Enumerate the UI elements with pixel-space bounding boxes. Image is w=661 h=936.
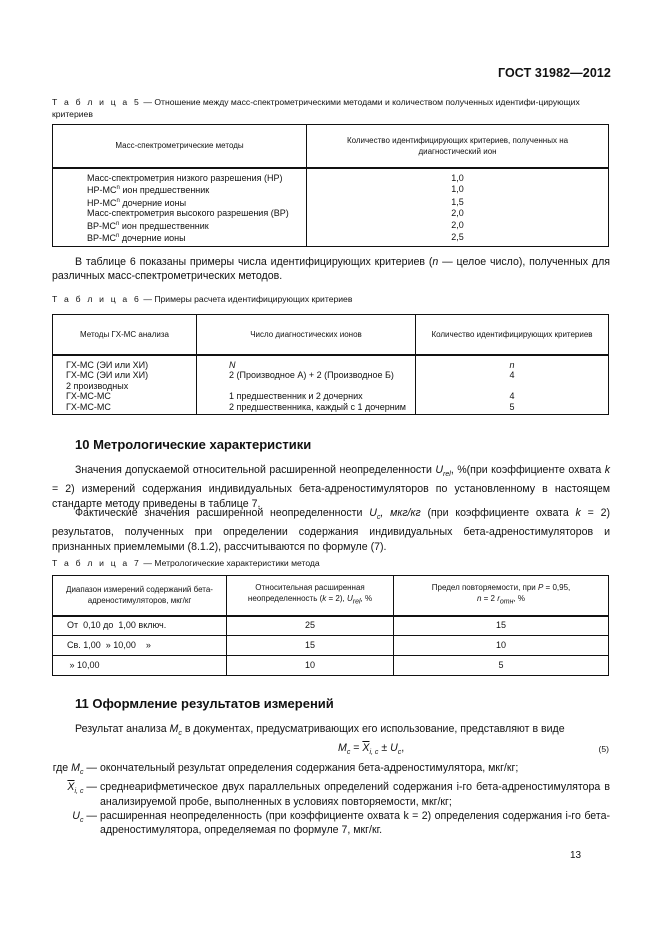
table6-caption-text: — Примеры расчета идентифицирующих критериев: [143, 294, 353, 304]
table5-method: $НР-МС^n$ ион предшественник: [53, 183, 307, 196]
table6-criteria: 5: [416, 402, 609, 415]
table6-ions: 2 (Производное А) + 2 (Производное Б): [197, 370, 416, 381]
table7-urel: 25: [227, 616, 394, 636]
table5-caption-label: Т а б л и ц а 5: [52, 97, 141, 107]
table6-ions: [197, 381, 416, 392]
equation-number: (5): [598, 744, 609, 754]
table5-value: 1,0: [307, 168, 609, 184]
table7-caption-text: — Метрологические характеристики метода: [143, 558, 320, 568]
definition-item: $U_c$ — расширенная неопределенность (при коэффициенте охвата k = 2) определения содержания i-го бета-адреностимулятора, определяемая по формуле 7, мкг/кг.: [72, 810, 610, 837]
table7-header-repeatability: Предел повторяемости, при P = 0,95, n = 2 $r_{отн}$, %: [394, 576, 609, 616]
table6-caption-label: Т а б л и ц а 6: [52, 294, 141, 304]
formula-definitions: [44, 761, 610, 838]
table5-value: 2,0: [307, 219, 609, 232]
table7-range: Св. 1,00 » 10,00 »: [53, 636, 227, 656]
table6-ions: 1 предшественник и 2 дочерних: [197, 391, 416, 402]
table5-method: Масс-спектрометрия низкого разрешения (НР): [53, 168, 307, 184]
table7-header-range: Диапазон измерений содержаний бета-адреностимуляторов, мкг/кг: [53, 576, 227, 616]
table6-criteria: 4: [416, 391, 609, 402]
table5-header-methods: Масс-спектрометрические методы: [53, 125, 307, 168]
table5-caption: [52, 96, 610, 120]
table6-method: 2 производных: [53, 381, 197, 392]
table-row: [53, 168, 609, 184]
table7-header-urel: Относительная расширенная неопределенность (k = 2), $U_{rel}$, %: [227, 576, 394, 616]
table6-header-ions: Число диагностических ионов: [197, 315, 416, 355]
table6-ions: 2 предшественника, каждый с 1 дочерним: [197, 402, 416, 415]
table6-method: ГХ-МС-МС: [53, 402, 197, 415]
table7-urel: 15: [227, 636, 394, 656]
table5-value: 1,5: [307, 196, 609, 209]
table-row: [53, 391, 609, 402]
table6-ions: N: [197, 355, 416, 371]
table5-method: $ВР-МС^n$ дочерние ионы: [53, 231, 307, 246]
table5-value: 1,0: [307, 183, 609, 196]
table-row: [53, 656, 609, 676]
definition-item: $\overline{X}_{i, c}$ — среднеарифметическое двух параллельных определений содержания i-го бета-адреностимулятора в анализируемой пробе, выполненных в условиях повторяемости, мкг/кг;: [67, 781, 610, 808]
section10-heading: 10 Метрологические характеристики: [75, 437, 312, 452]
table6-criteria: [416, 381, 609, 392]
table5-method: $НР-МС^n$ дочерние ионы: [53, 196, 307, 209]
table-row: [53, 636, 609, 656]
table7-caption-label: Т а б л и ц а 7: [52, 558, 141, 568]
table7-repeatability: 10: [394, 636, 609, 656]
section10-paragraph2: Фактические значения расширенной неопределенности $U_c$, мкг/кг (при коэффициенте охвата k = 2) результатов, полученных при определении содержания индивидуальных бета-адреностимуляторов и признанных приемлемыми (8.1.2), рассчитываются по формуле (7).: [52, 507, 611, 553]
table5-header-criteria: Количество идентифицирующих критериев, полученных на диагностический ион: [307, 125, 609, 168]
table-row: [53, 208, 609, 219]
table5-method: Масс-спектрометрия высокого разрешения (ВР): [53, 208, 307, 219]
standard-code: ГОСТ 31982—2012: [497, 66, 611, 80]
table5-value: 2,5: [307, 231, 609, 246]
table7-repeatability: 15: [394, 616, 609, 636]
table5-value: 2,0: [307, 208, 609, 219]
table-row: [53, 355, 609, 371]
table5: [52, 124, 609, 247]
table6-header-criteria: Количество идентифицирующих критериев: [416, 315, 609, 355]
section11-paragraph1: Результат анализа $M_c$ в документах, предусматривающих его использование, представляют в виде: [75, 723, 565, 738]
table7-range: » 10,00: [53, 656, 227, 676]
table6-intro-paragraph: В таблице 6 показаны примеры числа идентифицирующих критериев (n — целое число), полученных для различных масс-спектрометрических методов.: [52, 256, 610, 283]
section10-paragraph1: Значения допускаемой относительной расширенной неопределенности $U_{rel}$, %(при коэффициенте охвата k = 2) измерений содержания индивидуальных бета-адреностимуляторов по установленному в настоящем стандарте методу приведены в таблице 7.: [52, 464, 610, 510]
table6-method: ГХ-МС (ЭИ или ХИ): [53, 370, 197, 381]
table-row: [53, 616, 609, 636]
table-row: [53, 231, 609, 246]
section11-heading: 11 Оформление результатов измерений: [75, 696, 334, 711]
definition-item: где $M_c$ — окончательный результат определения содержания бета-адреностимулятора, мкг/кг;: [52, 762, 519, 777]
table7-repeatability: 5: [394, 656, 609, 676]
table-row: [53, 196, 609, 209]
table-row: [53, 219, 609, 232]
table-row: [53, 183, 609, 196]
table7: [52, 575, 609, 676]
table7-caption: [52, 557, 610, 569]
table6-header-methods: Методы ГХ-МС анализа: [53, 315, 197, 355]
formula-5: $M_c = \overline{X}_{i, c} \pm U_c$,: [338, 742, 405, 757]
table7-urel: 10: [227, 656, 394, 676]
table5-method: $ВР-МС^n$ ион предшественник: [53, 219, 307, 232]
table5-caption-text: — Отношение между масс-спектрометрическими методами и количеством полученных идентифи-цирующих критериев: [52, 97, 580, 119]
table-row: [53, 370, 609, 381]
table6-criteria: 4: [416, 370, 609, 381]
table-row: [53, 381, 609, 392]
table6-method: ГХ-МС-МС: [53, 391, 197, 402]
page-number: 13: [570, 850, 582, 861]
table6-criteria: n: [416, 355, 609, 371]
table6-caption: [52, 293, 610, 305]
table-row: [53, 402, 609, 415]
table6: [52, 314, 609, 415]
table7-range: От 0,10 до 1,00 включ.: [53, 616, 227, 636]
table6-method: ГХ-МС (ЭИ или ХИ): [53, 355, 197, 371]
